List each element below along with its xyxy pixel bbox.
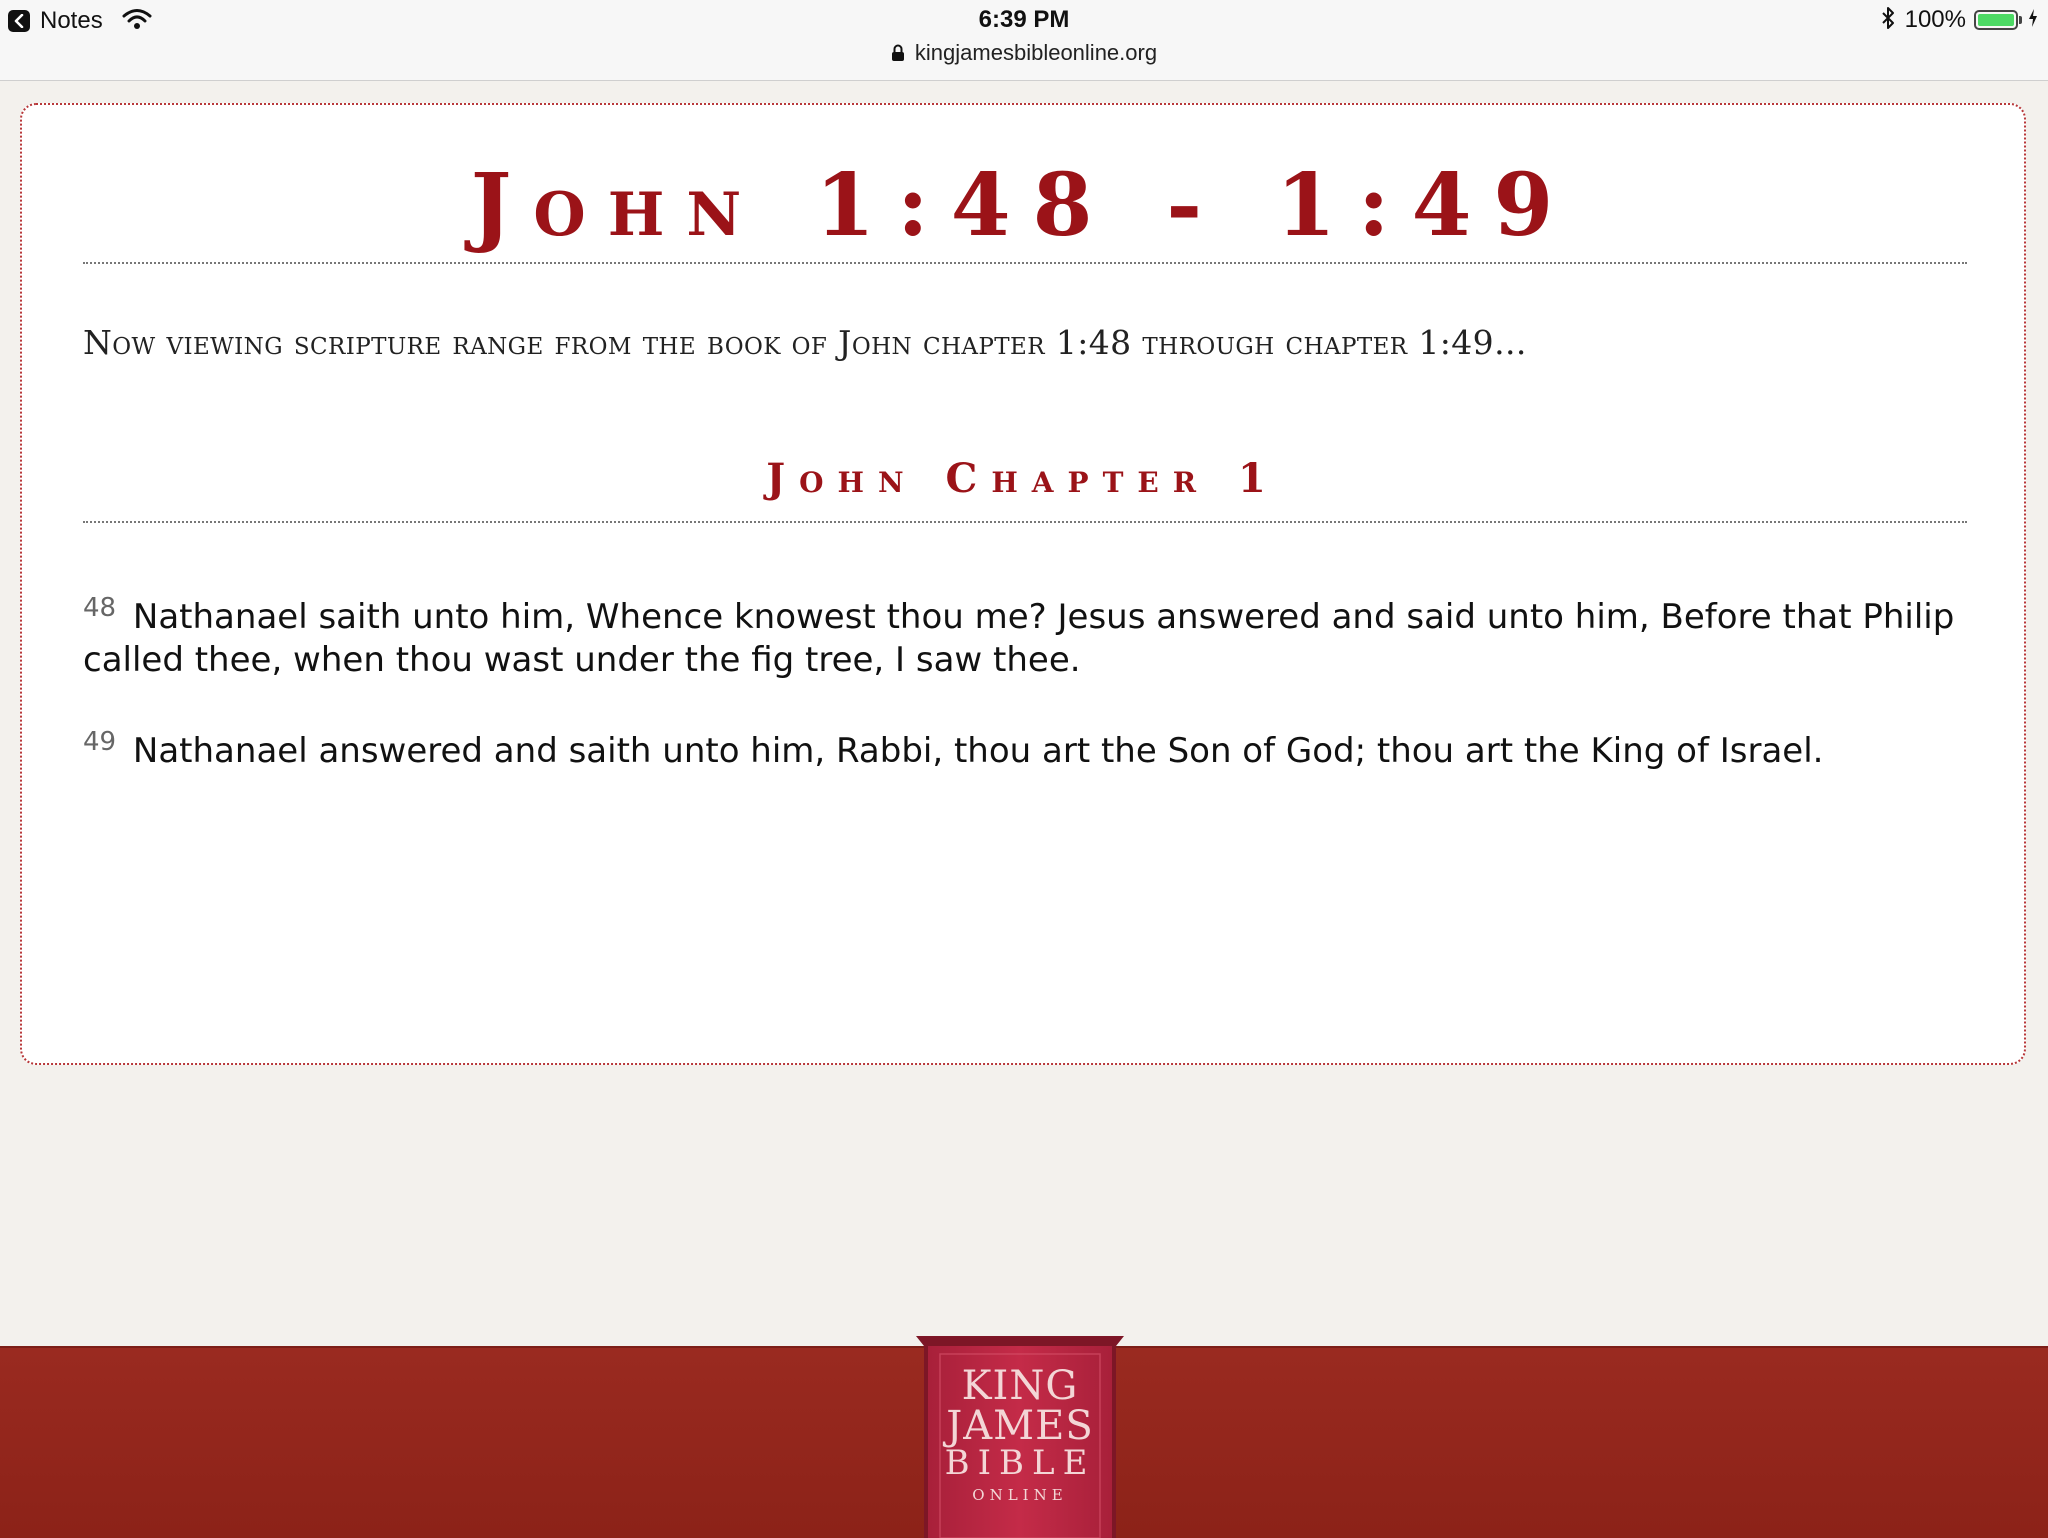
range-note: Now viewing scripture range from the book of John chapter 1:48 through chapter 1:49... (83, 323, 1527, 362)
battery-percent: 100% (1904, 6, 1966, 33)
battery-tip (2019, 16, 2022, 24)
url-bar[interactable] (0, 40, 2048, 66)
logo-text-line: ONLINE (972, 1486, 1068, 1504)
battery-icon (1974, 10, 2018, 30)
back-app-label[interactable]: Notes (40, 7, 103, 34)
verse-number: 48 (83, 593, 117, 623)
logo-text-line: JAMES (946, 1403, 1094, 1449)
verse-text: Nathanael saith unto him, Whence knowest thou me? Jesus answered and said unto him, Before that Philip called thee, when thou wast under the fig tree, I saw thee. (83, 597, 1955, 680)
logo-text-line: KING (961, 1363, 1079, 1409)
site-logo[interactable] (910, 1336, 1130, 1538)
status-bar (0, 0, 2048, 81)
charging-icon (2028, 8, 2038, 33)
chapter-heading: John Chapter 1 (766, 455, 1280, 502)
page-title: John 1:48 - 1:49 (470, 155, 1576, 256)
lock-icon (891, 44, 905, 62)
chapter-divider (83, 521, 1967, 523)
verse (83, 587, 1967, 682)
logo-text-line: BIBLE (944, 1443, 1096, 1483)
status-right (1881, 6, 2038, 34)
url-text[interactable]: kingjamesbibleonline.org (914, 40, 1158, 65)
scripture-card (20, 103, 2026, 1065)
bluetooth-icon (1881, 6, 1895, 35)
verse (83, 721, 1967, 773)
verse-text: Nathanael answered and saith unto him, Rabbi, thou art the Son of God; thou art the King of Israel. (132, 731, 1824, 771)
title-divider (83, 262, 1967, 264)
clock: 6:39 PM (978, 6, 1070, 33)
footer (0, 1346, 2048, 1538)
verse-number: 49 (83, 727, 117, 757)
